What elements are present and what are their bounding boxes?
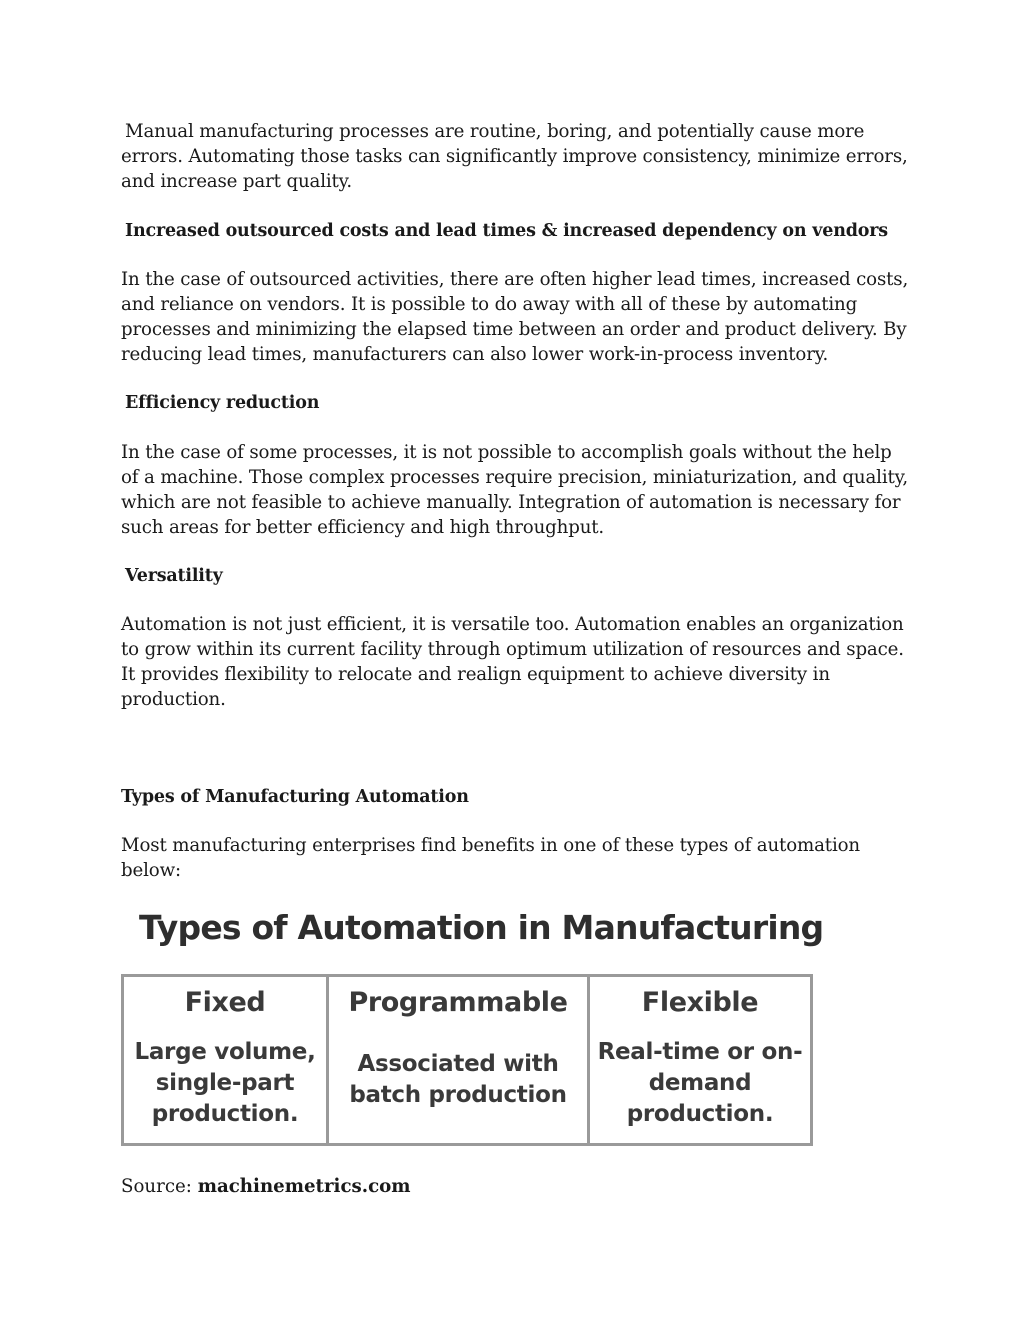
subheading-outsourced-costs: Increased outsourced costs and lead times & increased dependency on vendors <box>125 221 888 241</box>
type-description-line: Associated with <box>357 1051 559 1077</box>
paragraph-types-intro: Most manufacturing enterprises find benefits in one of these types of automation below: <box>121 835 860 881</box>
type-description-line: Real-time or on- <box>597 1039 803 1065</box>
automation-types-infographic <box>121 900 824 1150</box>
type-description-line: production. <box>626 1101 774 1127</box>
section-heading-types: Types of Manufacturing Automation <box>121 787 469 807</box>
type-description-line: batch production <box>349 1082 567 1108</box>
automation-types-table <box>121 974 813 1146</box>
subheading-versatility: Versatility <box>125 566 223 586</box>
paragraph-manual-processes: Manual manufacturing processes are routine, boring, and potentially cause more errors. Automating those tasks can significantly improve consistency, minimize errors, and increase part quality. <box>121 121 908 192</box>
source-label: Source: <box>121 1176 192 1197</box>
subheading-efficiency-reduction: Efficiency reduction <box>125 393 320 413</box>
type-description-line: demand <box>648 1070 752 1096</box>
type-name: Programmable <box>348 987 568 1018</box>
type-name: Fixed <box>184 987 266 1018</box>
type-description <box>333 1049 583 1111</box>
type-description <box>594 1037 806 1130</box>
type-description-line: Large volume, <box>134 1039 316 1065</box>
type-cell-flexible <box>587 977 810 1143</box>
type-description-line: single-part <box>155 1070 295 1096</box>
source-attribution <box>121 1174 411 1199</box>
paragraph-versatility: Automation is not just efficient, it is versatile too. Automation enables an organization to grow within its current facility through optimum utilization of resources and space. It provides flexibility to relocate and realign equipment to achieve diversity in production. <box>121 614 904 710</box>
type-description-line: production. <box>151 1101 299 1127</box>
source-site: machinemetrics.com <box>197 1176 411 1197</box>
type-description <box>128 1037 322 1130</box>
type-cell-fixed <box>124 977 326 1143</box>
paragraph-outsourced-activities: In the case of outsourced activities, there are often higher lead times, increased costs, and reliance on vendors. It is possible to do away with all of these by automating processes and minimizing the elapsed time between an order and product delivery. By reducing lead times, manufacturers can also lower work-in-process inventory. <box>121 269 909 365</box>
paragraph-efficiency: In the case of some processes, it is not possible to accomplish goals without the help of a machine. Those complex processes require precision, miniaturization, and quality, which are not feasible to achieve manually. Integration of automation is necessary for such areas for better efficiency and high throughput. <box>121 442 908 538</box>
type-cell-programmable <box>326 977 587 1143</box>
type-name: Flexible <box>641 987 759 1018</box>
infographic-title: Types of Automation in Manufacturing <box>139 908 824 947</box>
